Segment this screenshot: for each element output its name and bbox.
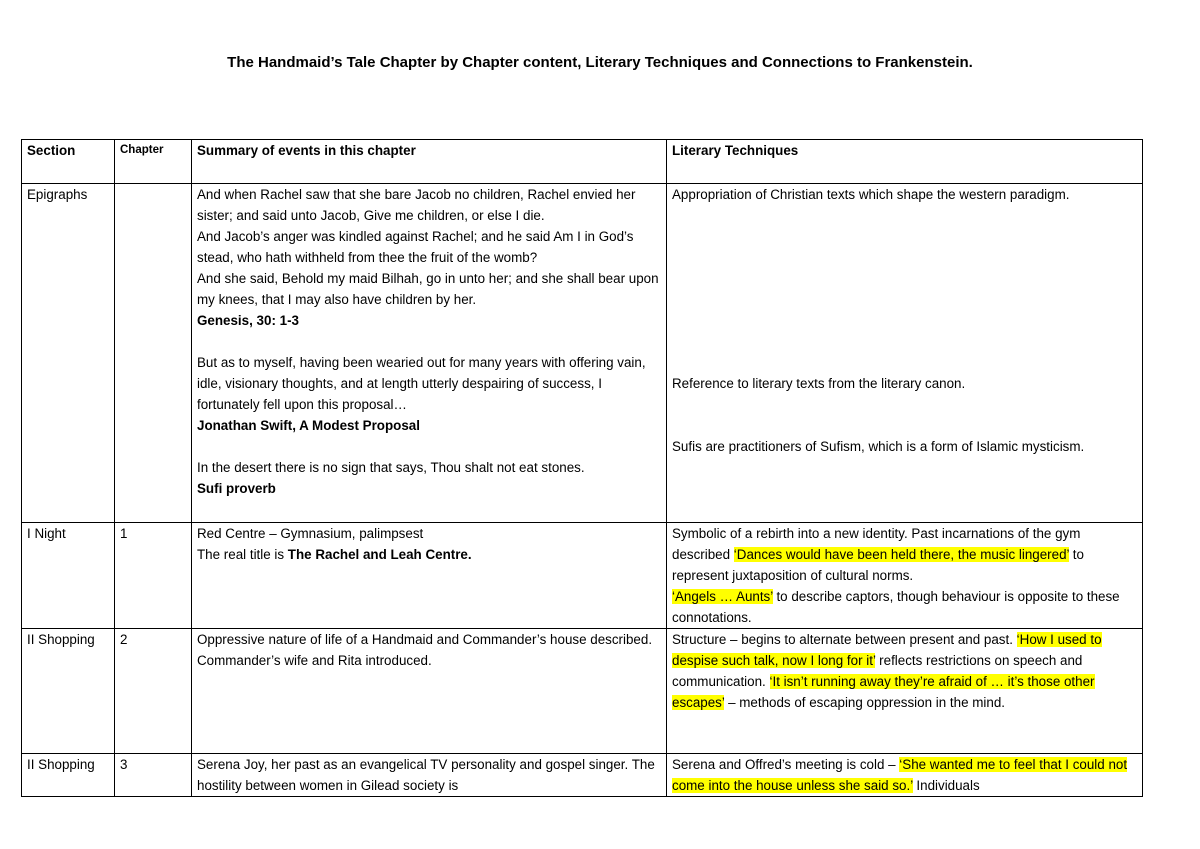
table-row [22,523,1143,629]
cell-section: Epigraphs [22,184,115,523]
cell-summary: Oppressive nature of life of a Handmaid and Commander’s house described. Commander’s wife and Rita introduced. [192,629,667,754]
cell-techniques [667,184,1143,523]
header-section: Section [22,140,115,184]
cell-section: II Shopping [22,754,115,797]
cell-section: I Night [22,523,115,629]
epigraph-genesis-3: And she said, Behold my maid Bilhah, go in unto her; and she shall bear upon my knees, that I may also have children by her. [197,271,659,307]
cell-summary [192,523,667,629]
centre-name: The Rachel and Leah Centre. [287,547,472,562]
header-chapter: Chapter [115,140,192,184]
highlighted-quote: ‘Dances would have been held there, the music lingered’ [733,547,1070,562]
epigraph-swift-source: Jonathan Swift, A Modest Proposal [197,418,420,433]
document-title: The Handmaid’s Tale Chapter by Chapter content, Literary Techniques and Connections to Frankenstein. [227,54,973,71]
technique-christian-texts: Appropriation of Christian texts which shape the western paradigm. [672,187,1070,202]
highlighted-quote: ‘It isn’t running away they’re afraid of … it’s those other escapes’ [672,674,1095,710]
cell-techniques: Serena and Offred’s meeting is cold – ‘She wanted me to feel that I could not come into the house unless she said so.’ Individuals [667,754,1143,797]
header-techniques: Literary Techniques [667,140,1143,184]
header-summary: Summary of events in this chapter [192,140,667,184]
highlighted-quote: ‘She wanted me to feel that I could not come into the house unless she said so.’ [672,757,1128,793]
cell-chapter: 1 [115,523,192,629]
epigraph-swift: But as to myself, having been wearied out for many years with offering vain, idle, visionary thoughts, and at length utterly despairing of success, I fortunately fell upon this proposal… [197,355,646,412]
cell-summary [192,184,667,523]
technique-literary-canon: Reference to literary texts from the literary canon. [672,376,966,391]
chapter-table [21,139,1143,797]
summary-line: The real title is The Rachel and Leah Centre. [197,547,472,562]
epigraph-sufi: In the desert there is no sign that says, Thou shalt not eat stones. [197,460,585,475]
cell-section: II Shopping [22,629,115,754]
table-header-row [22,140,1143,184]
technique-sufism: Sufis are practitioners of Sufism, which is a form of Islamic mysticism. [672,439,1085,454]
summary-line: Red Centre – Gymnasium, palimpsest [197,526,424,541]
cell-chapter: 3 [115,754,192,797]
cell-chapter: 2 [115,629,192,754]
highlighted-quote: ‘How I used to despise such talk, now I long for it’ [672,632,1102,668]
cell-techniques: Symbolic of a rebirth into a new identity. Past incarnations of the gym described ‘Dances would have been held there, the music lingered’ to represent juxtaposition of cultural norms. ‘Angels … Aunts’ to describe captors, though behaviour is opposite to these connotations. [667,523,1143,629]
table-row [22,754,1143,797]
table-row [22,629,1143,754]
table-row [22,184,1143,523]
cell-summary: Serena Joy, her past as an evangelical TV personality and gospel singer. The hostility between women in Gilead society is [192,754,667,797]
highlighted-quote: ‘Angels … Aunts’ [672,589,773,604]
epigraph-genesis-source: Genesis, 30: 1-3 [197,313,299,328]
cell-chapter [115,184,192,523]
epigraph-genesis-2: And Jacob’s anger was kindled against Rachel; and he said Am I in God’s stead, who hath withheld from thee the fruit of the womb? [197,229,634,265]
epigraph-sufi-source: Sufi proverb [197,481,276,496]
cell-techniques: Structure – begins to alternate between present and past. ‘How I used to despise such talk, now I long for it’ reflects restrictions on speech and communication. ‘It isn’t running away they’re afraid of … it’s those other escapes’ – methods of escaping oppression in the mind. [667,629,1143,754]
epigraph-genesis-1: And when Rachel saw that she bare Jacob no children, Rachel envied her sister; and said unto Jacob, Give me children, or else I die. [197,187,636,223]
